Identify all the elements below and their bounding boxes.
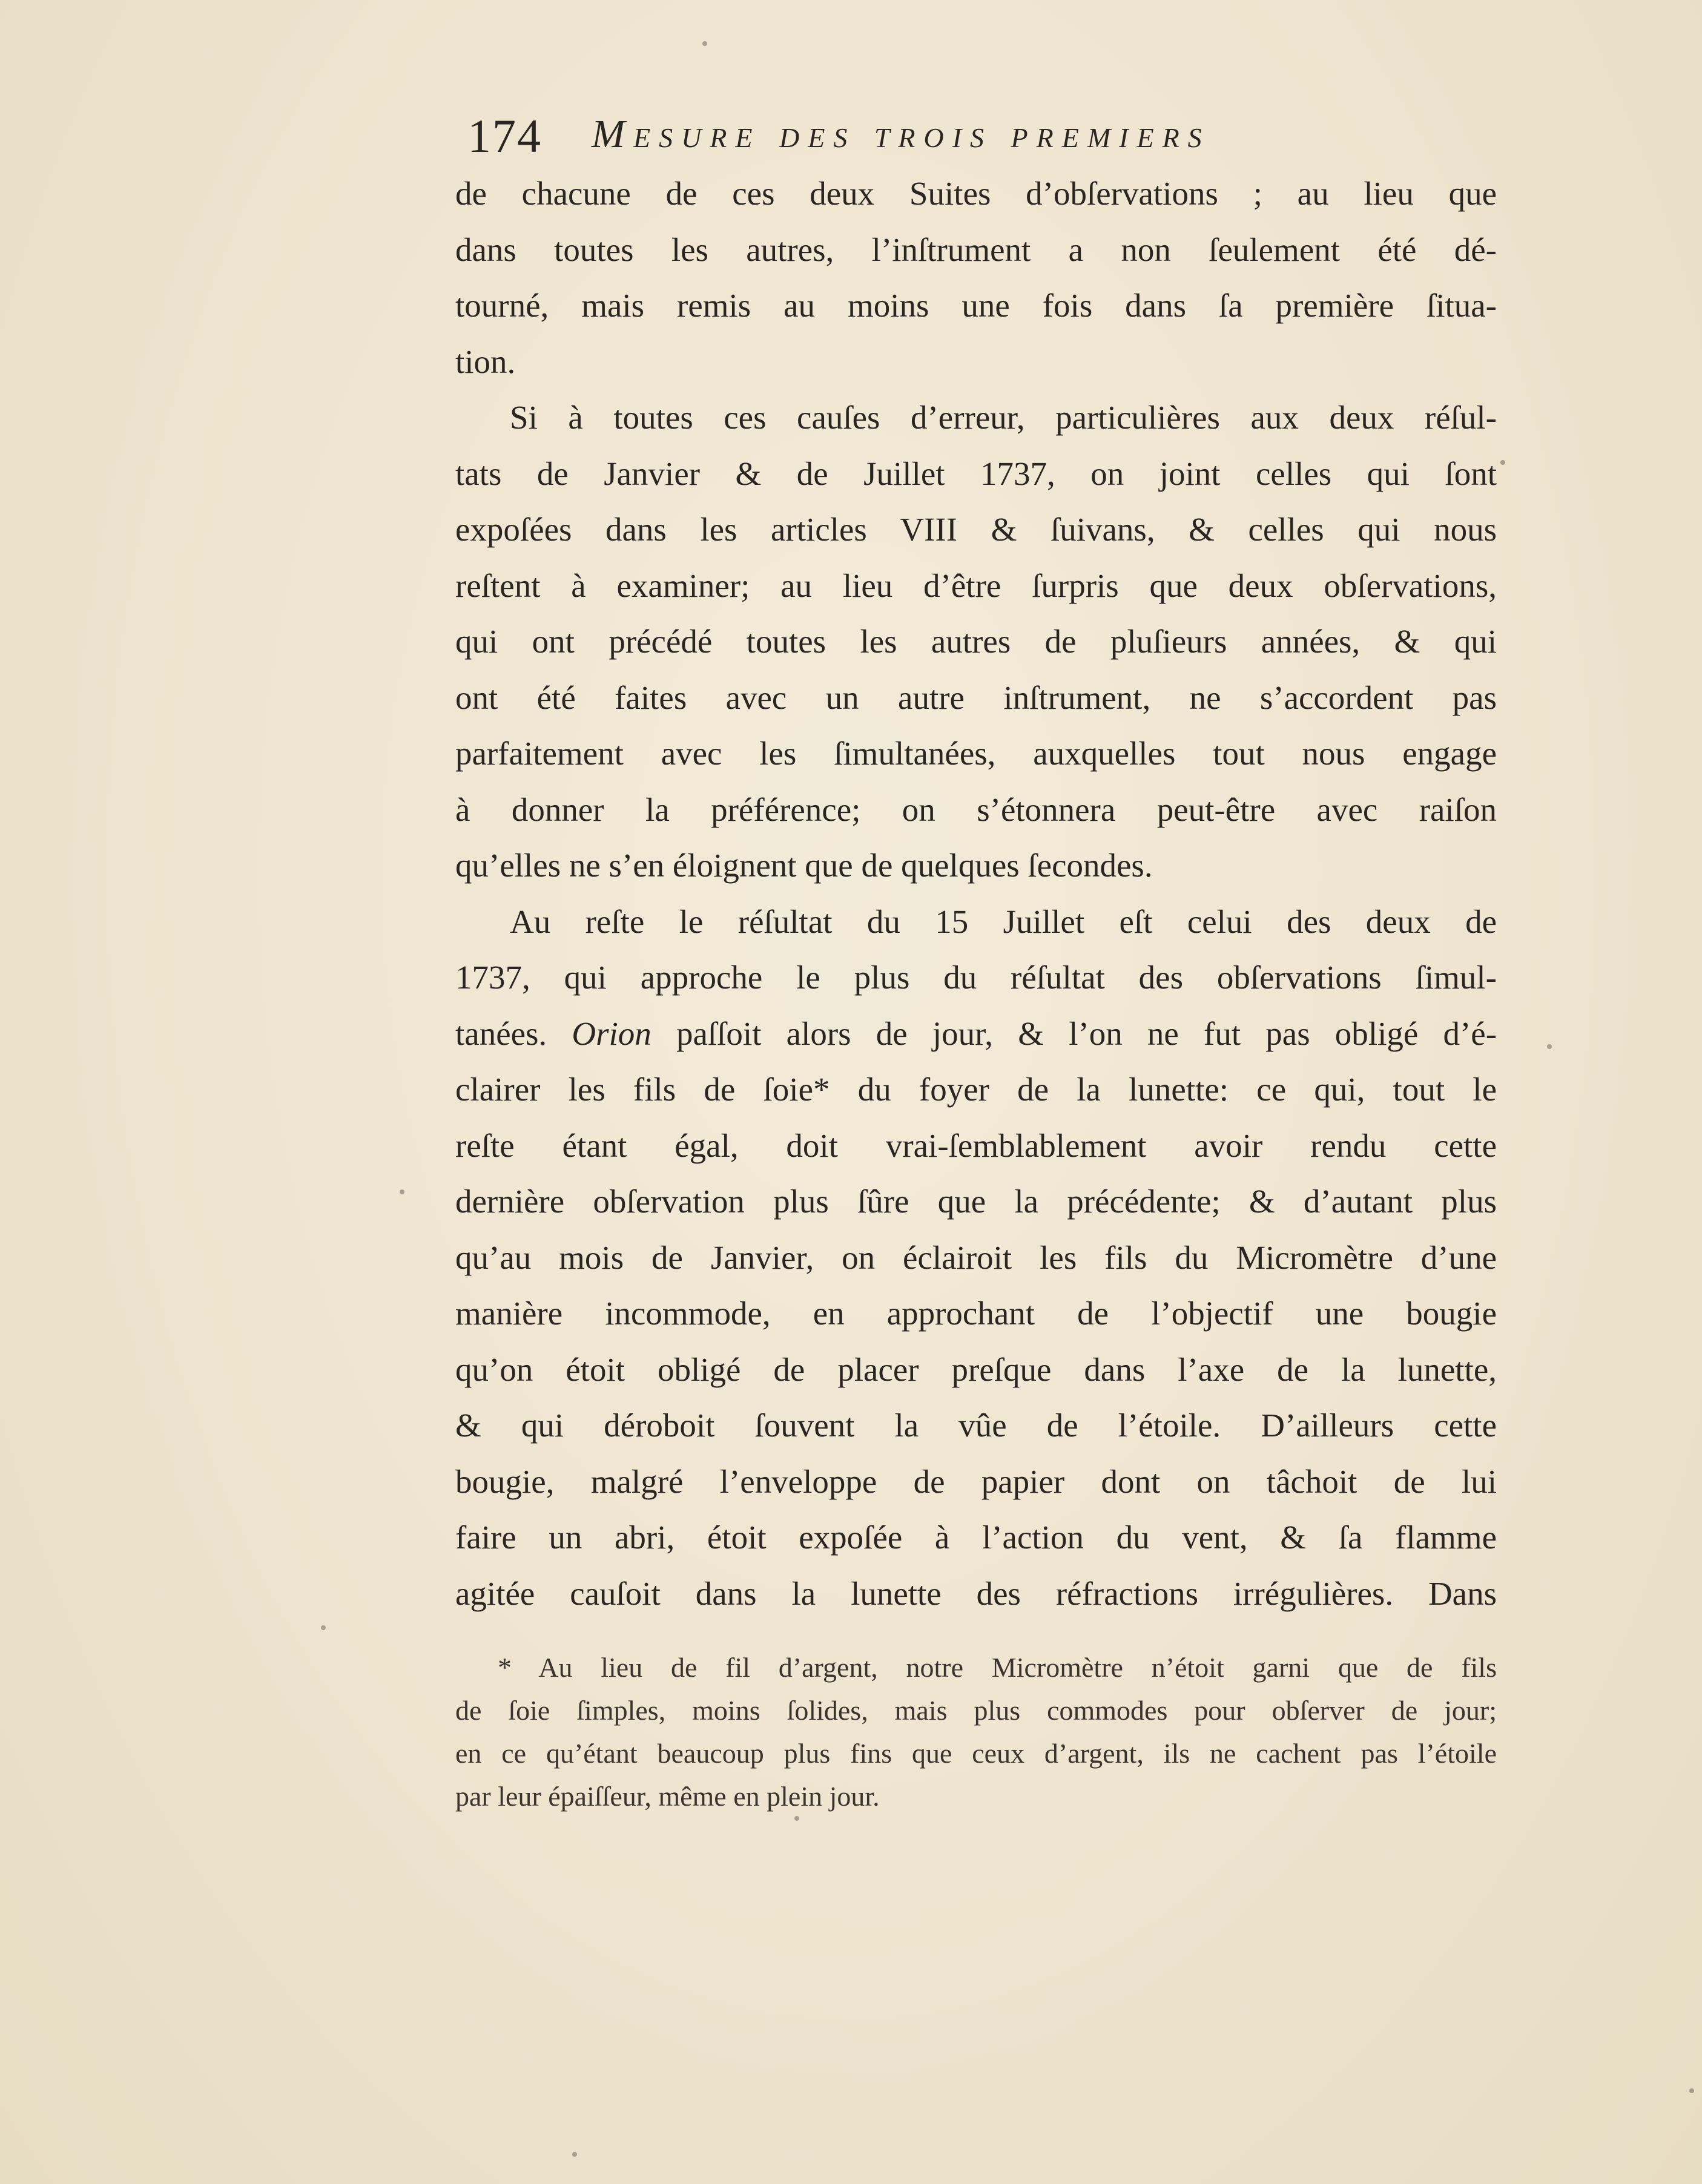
text-line: faire un abri, étoit expoſée à l’action du vent, & ſa flamme: [455, 1519, 1497, 1556]
text-line: qu’au mois de Janvier, on éclairoit les fils du Micromètre d’une: [455, 1238, 1497, 1276]
text-line: expoſées dans les articles VIII & ſuivans, & celles qui nous: [455, 511, 1497, 548]
text-line: tion.: [455, 343, 516, 380]
text-line: parfaitement avec les ſimultanées, auxquelles tout nous engage: [455, 735, 1497, 772]
text-line: manière incommode, en approchant de l’objectif une bougie: [455, 1295, 1497, 1332]
text-line: ont été faites avec un autre inſtrument, ne s’accordent pas: [455, 679, 1497, 716]
italic-word: Orion: [572, 1015, 651, 1052]
text-line: reſtent à examiner; au lieu d’être ſurpris que deux obſervations,: [455, 567, 1497, 604]
paper-speck: [400, 1189, 404, 1194]
footnote-line: de ſoie ſimples, moins ſolides, mais plus commodes pour obſerver de jour;: [455, 1695, 1497, 1726]
text-line: clairer les fils de ſoie* du foyer de la lunette: ce qui, tout le: [455, 1071, 1497, 1108]
text-line: tourné, mais remis au moins une fois dans ſa première ſitua-: [455, 287, 1497, 324]
text-segment: tanées.: [455, 1015, 547, 1052]
text-line: qui ont précédé toutes les autres de pluſieurs années, & qui: [455, 623, 1497, 660]
text-line: à donner la préférence; on s’étonnera peut-être avec raiſon: [455, 791, 1497, 828]
text-line: dans toutes les autres, l’inſtrument a non ſeulement été dé-: [455, 231, 1497, 268]
paragraph-start-line: Si à toutes ces cauſes d’erreur, particulières aux deux réſul-: [510, 399, 1497, 436]
text-line: tats de Janvier & de Juillet 1737, on joint celles qui ſont: [455, 455, 1497, 492]
body-text: [455, 166, 1497, 1622]
paper-speck: [321, 1625, 326, 1630]
text-line: de chacune de ces deux Suites d’obſervations ; au lieu que: [455, 175, 1497, 212]
text-line: bougie, malgré l’enveloppe de papier dont on tâchoit de lui: [455, 1462, 1497, 1500]
paper-speck: [1500, 460, 1505, 465]
book-page: [455, 103, 1497, 1818]
text-line: dernière obſervation plus ſûre que la précédente; & d’autant plus: [455, 1183, 1497, 1220]
footnote: [455, 1646, 1497, 1818]
text-line-with-italic: [455, 1006, 1497, 1062]
paper-speck: [1547, 1044, 1552, 1049]
paragraph-start-line: Au reſte le réſultat du 15 Juillet eſt celui des deux de: [510, 903, 1497, 940]
paper-speck: [572, 2152, 577, 2157]
footnote-line: en ce qu’étant beaucoup plus fins que ceux d’argent, ils ne cachent pas l’étoile: [455, 1738, 1497, 1769]
running-head: [455, 103, 1497, 169]
text-line: & qui déroboit ſouvent la vûe de l’étoile. D’ailleurs cette: [455, 1407, 1497, 1444]
text-line: agitée cauſoit dans la lunette des réfractions irrégulières. Dans: [455, 1574, 1497, 1612]
paper-speck: [702, 41, 707, 46]
page-number: 174: [467, 110, 542, 162]
text-segment: paſſoit alors de jour, & l’on ne fut pas obligé d’é-: [676, 1015, 1497, 1052]
footnote-line: par leur épaiſſeur, même en plein jour.: [455, 1781, 880, 1812]
running-title: Mesure des trois premiers: [592, 112, 1210, 156]
paper-speck: [1689, 2088, 1694, 2093]
text-line: qu’on étoit obligé de placer preſque dans l’axe de la lunette,: [455, 1350, 1497, 1388]
text-line: 1737, qui approche le plus du réſultat des obſervations ſimul-: [455, 959, 1497, 996]
text-line: reſte étant égal, doit vrai-ſemblablement avoir rendu cette: [455, 1127, 1497, 1164]
footnote-line: * Au lieu de fil d’argent, notre Micromètre n’étoit garni que de fils: [498, 1652, 1497, 1683]
text-line: qu’elles ne s’en éloignent que de quelques ſecondes.: [455, 847, 1153, 884]
